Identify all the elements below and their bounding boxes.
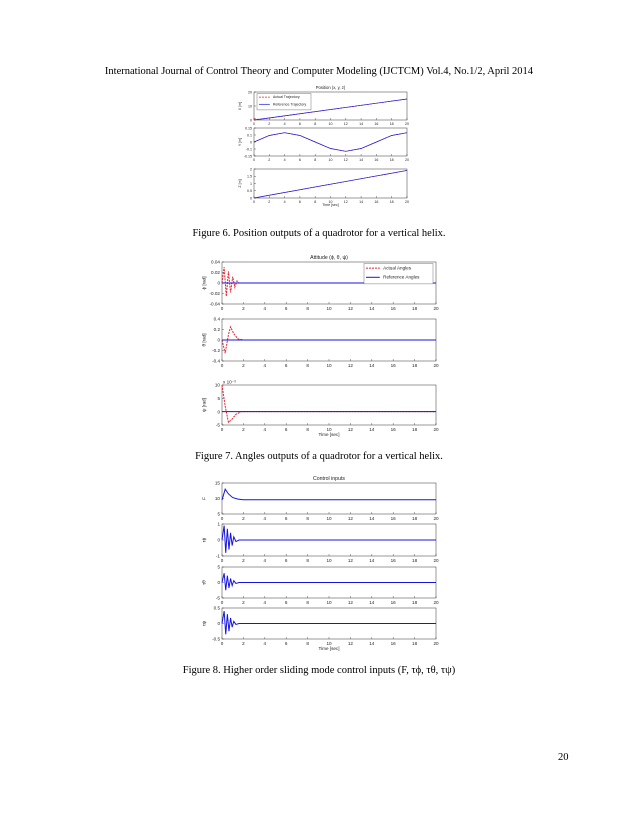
x-tick-label: 14 <box>369 363 375 369</box>
x-tick-label: 10 <box>326 427 332 433</box>
y-axis-label: τϕ <box>201 537 207 543</box>
x-tick-label: 16 <box>374 158 379 163</box>
y-tick-label: 0 <box>217 409 220 415</box>
x-tick-label: 0 <box>220 516 224 522</box>
figure-6-caption: Figure 6. Position outputs of a quadrotor for a vertical helix. <box>192 228 446 239</box>
x-tick-label: 16 <box>390 641 396 647</box>
x-tick-label: 0 <box>220 306 224 312</box>
y-axis-label: Z [m] <box>238 179 243 188</box>
x-axis-label: Time [sec] <box>318 432 340 437</box>
x-tick-label: 6 <box>284 306 288 312</box>
x-tick-label: 2 <box>242 363 245 369</box>
x-tick-label: 10 <box>326 600 332 606</box>
x-tick-label: 10 <box>328 200 333 205</box>
x-tick-label: 0 <box>253 158 255 163</box>
y-tick-label: 15 <box>214 480 220 486</box>
x-tick-label: 12 <box>347 306 353 312</box>
x-axis-label: Time [sec] <box>322 203 339 207</box>
x-tick-label: 8 <box>306 363 309 369</box>
x-tick-label: 10 <box>328 158 333 163</box>
x-tick-label: 16 <box>390 306 396 312</box>
x-tick-label: 6 <box>284 641 288 647</box>
x-tick-label: 14 <box>359 200 364 205</box>
x-tick-label: 0 <box>253 122 255 127</box>
y-tick-label: 0 <box>217 280 220 286</box>
series-line-control <box>222 611 436 634</box>
legend-entry: Actual Trajectory <box>272 95 300 100</box>
y-tick-label: 0 <box>217 537 220 543</box>
y-tick-label: -0.2 <box>212 348 220 354</box>
x-tick-label: 2 <box>242 600 245 606</box>
x-tick-label: 0 <box>220 600 224 606</box>
x-tick-label: 2 <box>268 200 271 205</box>
x-tick-label: 12 <box>347 363 353 369</box>
x-tick-label: 20 <box>433 306 439 312</box>
y-multiplier-label: x 10⁻³ <box>223 379 236 385</box>
x-tick-label: 2 <box>268 158 271 163</box>
x-tick-label: 0 <box>220 363 224 369</box>
x-tick-label: 4 <box>283 122 286 127</box>
subplot-axes-box <box>222 483 436 514</box>
x-tick-label: 12 <box>347 516 353 522</box>
y-tick-label: -1 <box>215 553 220 559</box>
x-tick-label: 18 <box>389 200 394 205</box>
x-tick-label: 16 <box>390 558 396 564</box>
y-axis-label: X [m] <box>238 101 243 111</box>
x-tick-label: 18 <box>412 427 418 433</box>
chart-title: Control inputs <box>312 476 346 482</box>
y-tick-label: -0.4 <box>212 358 220 364</box>
x-tick-label: 0 <box>220 427 224 433</box>
x-tick-label: 16 <box>390 427 396 433</box>
y-axis-label: ψ [rad] <box>201 398 207 412</box>
y-tick-label: -5 <box>215 595 220 601</box>
y-tick-label: 0.1 <box>247 133 252 138</box>
x-tick-label: 6 <box>284 516 288 522</box>
y-tick-label: 2 <box>250 167 252 172</box>
figure-7-caption: Figure 7. Angles outputs of a quadrotor for a vertical helix. <box>195 451 443 462</box>
x-tick-label: 6 <box>284 600 288 606</box>
x-tick-label: 2 <box>242 641 245 647</box>
x-tick-label: 6 <box>298 200 301 205</box>
x-tick-label: 12 <box>343 158 348 163</box>
x-tick-label: 8 <box>306 558 309 564</box>
x-tick-label: 14 <box>369 306 375 312</box>
x-tick-label: 2 <box>268 122 271 127</box>
x-tick-label: 10 <box>326 641 332 647</box>
x-tick-label: 12 <box>343 200 348 205</box>
y-tick-label: 10 <box>248 104 252 109</box>
x-tick-label: 4 <box>263 427 267 433</box>
y-tick-label: 0.04 <box>211 259 220 265</box>
y-tick-label: 20 <box>248 90 252 95</box>
x-tick-label: 4 <box>263 363 267 369</box>
y-axis-label: Y [m] <box>238 137 243 147</box>
x-tick-label: 20 <box>433 363 439 369</box>
x-tick-label: 6 <box>284 427 288 433</box>
x-tick-label: 4 <box>283 158 286 163</box>
x-tick-label: 14 <box>369 516 375 522</box>
y-axis-label: τψ <box>201 620 207 627</box>
x-tick-label: 14 <box>359 158 364 163</box>
x-tick-label: 8 <box>306 641 309 647</box>
y-tick-label: 0.5 <box>213 605 220 611</box>
x-tick-label: 12 <box>347 600 353 606</box>
y-tick-label: -0.1 <box>245 147 252 152</box>
y-tick-label: 5 <box>217 511 220 517</box>
x-tick-label: 16 <box>374 122 379 127</box>
x-tick-label: 12 <box>347 558 353 564</box>
x-tick-label: 12 <box>343 122 348 127</box>
x-tick-label: 6 <box>284 363 288 369</box>
y-tick-label: 0.2 <box>213 327 220 333</box>
y-tick-label: 0.4 <box>213 316 220 322</box>
x-tick-label: 4 <box>263 306 267 312</box>
y-tick-label: -0.5 <box>212 636 220 642</box>
x-tick-label: 16 <box>390 363 396 369</box>
y-axis-label: τθ <box>201 580 207 585</box>
x-tick-label: 14 <box>369 600 375 606</box>
x-axis-label: Time [sec] <box>318 646 340 651</box>
x-tick-label: 12 <box>347 427 353 433</box>
y-tick-label: 10 <box>214 382 220 388</box>
x-tick-label: 2 <box>242 306 245 312</box>
y-axis-label: ϕ [rad] <box>201 276 207 290</box>
y-tick-label: 0.5 <box>247 189 252 194</box>
x-tick-label: 16 <box>374 200 379 205</box>
y-tick-label: 1.5 <box>247 174 252 179</box>
x-tick-label: 20 <box>405 200 409 205</box>
x-tick-label: 4 <box>263 516 267 522</box>
x-tick-label: 18 <box>412 516 418 522</box>
y-tick-label: 1 <box>217 521 220 527</box>
legend-entry: Actual Angles <box>383 265 412 271</box>
x-tick-label: 18 <box>412 363 418 369</box>
x-tick-label: 0 <box>253 200 255 205</box>
x-tick-label: 8 <box>314 158 317 163</box>
x-tick-label: 10 <box>326 516 332 522</box>
x-tick-label: 2 <box>242 516 245 522</box>
x-tick-label: 8 <box>306 306 309 312</box>
y-axis-label: F <box>201 497 207 500</box>
x-tick-label: 18 <box>412 558 418 564</box>
y-tick-label: -0.02 <box>209 291 220 297</box>
x-tick-label: 18 <box>389 122 394 127</box>
x-tick-label: 12 <box>347 641 353 647</box>
x-tick-label: 0 <box>220 558 224 564</box>
x-tick-label: 20 <box>433 427 439 433</box>
legend-entry: Reference Trajectory <box>272 102 307 107</box>
x-tick-label: 6 <box>298 158 301 163</box>
y-tick-label: 0.02 <box>211 270 220 276</box>
x-tick-label: 10 <box>326 363 332 369</box>
x-tick-label: 4 <box>263 600 267 606</box>
series-line-control <box>222 489 436 500</box>
x-tick-label: 20 <box>433 600 439 606</box>
y-tick-label: 0 <box>217 621 220 627</box>
chart-title: Position (x, y, z) <box>315 85 346 90</box>
y-tick-label: 10 <box>214 496 220 502</box>
y-tick-label: 0 <box>217 580 220 586</box>
x-tick-label: 18 <box>412 306 418 312</box>
x-tick-label: 8 <box>314 122 317 127</box>
x-tick-label: 18 <box>389 158 394 163</box>
y-tick-label: 0.15 <box>245 126 252 131</box>
journal-header: International Journal of Control Theory and Computer Modeling (IJCTCM) Vol.4, No.1/2, April 2014 <box>104 66 534 77</box>
x-tick-label: 4 <box>263 558 267 564</box>
x-tick-label: 18 <box>412 641 418 647</box>
y-tick-label: 0 <box>250 196 252 201</box>
y-tick-label: 0 <box>250 118 252 123</box>
legend-entry: Reference Angles <box>383 274 420 280</box>
series-line-control <box>222 526 436 553</box>
x-tick-label: 4 <box>263 641 267 647</box>
y-tick-label: 0 <box>250 140 252 145</box>
x-tick-label: 20 <box>433 558 439 564</box>
y-tick-label: -0.04 <box>209 301 220 307</box>
y-tick-label: 0 <box>217 337 220 343</box>
x-tick-label: 4 <box>283 200 286 205</box>
x-tick-label: 6 <box>298 122 301 127</box>
chart-title: Attitude (ϕ, θ, ψ) <box>310 255 348 261</box>
y-axis-label: θ [rad] <box>201 333 207 347</box>
x-tick-label: 20 <box>405 158 409 163</box>
x-tick-label: 16 <box>390 516 396 522</box>
y-tick-label: -0.15 <box>243 154 252 159</box>
x-tick-label: 20 <box>433 641 439 647</box>
figure-8-caption: Figure 8. Higher order sliding mode control inputs (F, τϕ, τθ, τψ) <box>182 665 456 676</box>
x-tick-label: 14 <box>369 558 375 564</box>
y-tick-label: 5 <box>217 564 220 570</box>
x-tick-label: 10 <box>326 558 332 564</box>
x-tick-label: 8 <box>306 516 309 522</box>
y-tick-label: -5 <box>215 422 220 428</box>
x-tick-label: 2 <box>242 558 245 564</box>
x-tick-label: 18 <box>412 600 418 606</box>
x-tick-label: 20 <box>433 516 439 522</box>
page-number: 20 <box>558 752 569 763</box>
x-tick-label: 16 <box>390 600 396 606</box>
x-tick-label: 2 <box>242 427 245 433</box>
x-tick-label: 10 <box>326 306 332 312</box>
y-tick-label: 1 <box>250 181 252 186</box>
x-tick-label: 8 <box>306 600 309 606</box>
x-tick-label: 0 <box>220 641 224 647</box>
x-tick-label: 14 <box>359 122 364 127</box>
x-tick-label: 20 <box>405 122 409 127</box>
series-line-control <box>222 573 436 590</box>
x-tick-label: 10 <box>328 122 333 127</box>
y-tick-label: 5 <box>217 395 220 401</box>
x-tick-label: 8 <box>306 427 309 433</box>
x-tick-label: 6 <box>284 558 288 564</box>
x-tick-label: 14 <box>369 427 375 433</box>
x-tick-label: 14 <box>369 641 375 647</box>
x-tick-label: 8 <box>314 200 317 205</box>
